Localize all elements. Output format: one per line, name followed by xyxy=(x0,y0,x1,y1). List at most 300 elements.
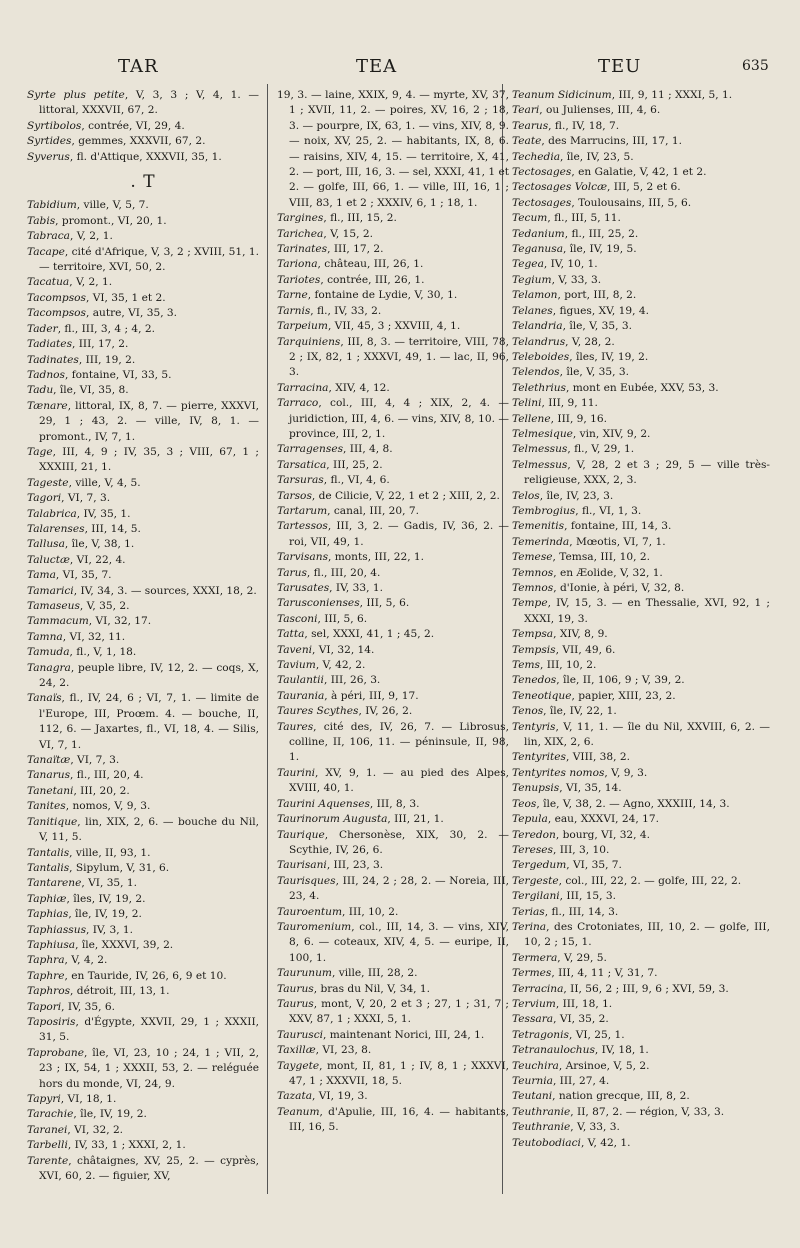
index-entry: Teurnia, III, 27, 4. xyxy=(512,1075,610,1087)
index-entry: Tedanium, fl., III, 25, 2. xyxy=(512,227,639,240)
headword: Tarinates xyxy=(277,243,328,256)
headword: Tentyris xyxy=(512,720,556,733)
headword: Temese xyxy=(512,551,553,564)
headword: Tanites xyxy=(27,800,66,813)
headword: Tentyrites nomos xyxy=(512,766,605,779)
index-entry: Terracina, II, 56, 2 ; III, 9, 6 ; XVI, 59, 3. xyxy=(512,982,729,995)
headword: Taurini Aquenses xyxy=(277,797,370,810)
index-entry: Teuthranie, V, 33, 3. xyxy=(512,1121,620,1134)
index-entry: Tanetani, III, 20, 2. xyxy=(27,784,130,797)
headword: Tauromenium xyxy=(277,920,352,933)
headword: Tarnis xyxy=(277,304,311,317)
index-entry: Tentyrites, VIII, 38, 2. xyxy=(512,751,630,764)
headword: Teneotique xyxy=(512,689,572,702)
headword: Tadnos xyxy=(27,368,65,381)
index-entry: Tereses, III, 3, 10. xyxy=(512,843,610,856)
headword: Telmessus xyxy=(512,443,568,456)
headword: Targines xyxy=(277,212,324,225)
headword: Tetragonis xyxy=(512,1028,569,1041)
index-entry: Tarpeium, VII, 45, 3 ; XXVIII, 4, 1. xyxy=(277,320,461,333)
index-entry: Teari, ou Julienses, III, 4, 6. xyxy=(512,104,661,117)
index-entry: Tantalis, Sipylum, V, 31, 6. xyxy=(27,861,170,874)
index-entry: Taures Scythes, IV, 26, 2. xyxy=(277,705,413,718)
index-entry: Syrtibolos, contrée, VI, 29, 4. xyxy=(27,119,185,132)
headword: Taurunum xyxy=(277,967,332,980)
index-entry: Tarbelli, IV, 33, 1 ; XXXI, 2, 1. xyxy=(27,1139,186,1152)
headword: Telmesique xyxy=(512,427,573,440)
index-entry: Tectosages, en Galatie, V, 42, 1 et 2. xyxy=(512,166,707,179)
headword: Telendos xyxy=(512,366,560,379)
index-entry: Taurisani, III, 23, 3. xyxy=(277,859,384,872)
index-entry: Tegea, IV, 10, 1. xyxy=(512,258,598,271)
index-entry: Telini, III, 9, 11. xyxy=(512,397,598,410)
column-divider xyxy=(267,84,268,1194)
index-entry: Telanes, figues, XV, 19, 4. xyxy=(512,304,649,317)
headword: Tanarus xyxy=(27,769,71,782)
headword: Taurisani xyxy=(277,859,327,872)
headword: Taurania xyxy=(277,689,325,702)
index-entry: Teutobodiaci, V, 42, 1. xyxy=(512,1136,631,1149)
headword: Teleboides xyxy=(512,350,570,363)
column-1-entries xyxy=(27,198,259,1184)
index-entry: Tariona, château, III, 26, 1. xyxy=(277,258,424,271)
index-entry: Tabidium, ville, V, 5, 7. xyxy=(27,199,149,212)
index-entry: Telmessus, V, 28, 2 et 3 ; 29, 5 — ville très-religieuse, XXX, 2, 3. xyxy=(512,458,770,487)
index-entry: Syrtides, gemmes, XXXVII, 67, 2. xyxy=(27,135,206,148)
headword: Tadinates xyxy=(27,353,79,366)
headword: Teredon xyxy=(512,828,556,841)
index-entry: Techedia, île, IV, 23, 5. xyxy=(512,150,634,163)
index-entry: Tenupsis, VI, 35, 14. xyxy=(512,782,622,795)
index-entry: Taphiæ, îles, IV, 19, 2. xyxy=(27,892,146,905)
index-entry: Syverus, fl. d'Attique, XXXVII, 35, 1. xyxy=(27,150,222,163)
headword: Terracina xyxy=(512,982,564,995)
headword: Teos xyxy=(512,797,537,810)
index-entry: Tempsa, XIV, 8, 9. xyxy=(512,628,608,641)
index-entry: Teleboides, îles, IV, 19, 2. xyxy=(512,350,649,363)
headword: Teganusa xyxy=(512,243,564,256)
headword: Temnos xyxy=(512,566,554,579)
index-entry: Tasconi, III, 5, 6. xyxy=(277,612,368,625)
headword: Tectosages Volcæ xyxy=(512,181,608,194)
index-entry: Taphiassus, IV, 3, 1. xyxy=(27,923,134,936)
index-entry: Temnos, en Æolide, V, 32, 1. xyxy=(512,566,663,579)
headword: Temenitis xyxy=(512,520,565,533)
header-left: TAR xyxy=(118,56,159,77)
index-entry: Terina, des Crotoniates, III, 10, 2. — golfe, III, 10, 2 ; 15, 1. xyxy=(512,920,770,949)
index-entry: Tauroentum, III, 10, 2. xyxy=(277,905,399,918)
index-entry: Tapori, IV, 35, 6. xyxy=(27,1000,115,1013)
index-entry: Taphra, V, 4, 2. xyxy=(27,954,108,967)
index-entry: Tanaïtæ, VI, 7, 3. xyxy=(27,754,120,767)
headword: Tegium xyxy=(512,273,552,286)
index-entry: 19, 3. — laine, XXIX, 9, 4. — myrte, XV, 37, 1 ; XVII, 11, 2. — poires, XV, 16, 2 ; 18, 3. — pourpre, IX, 63, 1. — vins, XIV, 8, 9. — noix, XV, 25, 2. — habitants, IX, 8, 6. — raisins, XIV, 4, 15. — territoire, X, 41, 2. — port, III, 16, 3. — sel, XXXI, 41, 1 et 2. — golfe, III, 66, 1. — ville, III, 16, 1 ; VIII, 83, 1 et 2 ; XXXIV, 6, 1 ; 18, 1. xyxy=(277,89,509,209)
headword: Tænare xyxy=(27,399,68,412)
index-entry: Teuchira, Arsinoe, V, 5, 2. xyxy=(512,1059,650,1072)
index-entry: Tazata, VI, 19, 3. xyxy=(277,1090,368,1103)
headword: Tazata xyxy=(277,1090,313,1103)
headword: Temerinda xyxy=(512,535,570,548)
headword: Tapori xyxy=(27,1000,62,1013)
index-entry: Tantarene, VI, 35, 1. xyxy=(27,877,138,890)
index-entry: Tectosages Volcæ, III, 5, 2 et 6. xyxy=(512,181,681,194)
headword: Tadu xyxy=(27,384,54,397)
headword: Tenedos xyxy=(512,674,557,687)
index-entry: Termes, III, 4, 11 ; V, 31, 7. xyxy=(512,967,658,980)
index-entry: Telamon, port, III, 8, 2. xyxy=(512,289,637,302)
headword: Tarquiniens xyxy=(277,335,341,348)
index-entry: Tepula, eau, XXXVI, 24, 17. xyxy=(512,813,659,826)
headword: Tergedum xyxy=(512,859,567,872)
index-entry: Tervium, III, 18, 1. xyxy=(512,997,613,1010)
headword: Tempe xyxy=(512,597,548,610)
index-entry: Tarsos, de Cilicie, V, 22, 1 et 2 ; XIII, 2, 2. xyxy=(277,489,500,502)
index-entry: Tems, III, 10, 2. xyxy=(512,659,597,672)
index-entry: Taposiris, d'Égypte, XXVII, 29, 1 ; XXXII, 31, 5. xyxy=(27,1015,259,1044)
headword: Teanum Sidicinum xyxy=(512,89,612,101)
index-entry: Teredon, bourg, VI, 32, 4. xyxy=(512,828,651,841)
headword: Tallusa xyxy=(27,538,65,551)
index-entry: Telandrus, V, 28, 2. xyxy=(512,335,615,348)
index-entry: Tessara, VI, 35, 2. xyxy=(512,1013,609,1026)
headword: Taygete xyxy=(277,1059,320,1072)
index-entry: Tarne, fontaine de Lydie, V, 30, 1. xyxy=(277,289,458,302)
headword: Tarichea xyxy=(277,227,324,240)
headword: Talarenses xyxy=(27,522,85,535)
headword: Tagori xyxy=(27,492,62,505)
index-entry: Tadu, île, VI, 35, 8. xyxy=(27,384,129,397)
index-entry: Tarracina, XIV, 4, 12. xyxy=(277,381,390,394)
index-entry: Tarusconienses, III, 5, 6. xyxy=(277,597,410,610)
index-entry: Telandria, île, V, 35, 3. xyxy=(512,320,632,333)
index-entry: Tacape, cité d'Afrique, V, 3, 2 ; XVIII, 51, 1. — territoire, XVI, 50, 2. xyxy=(27,245,259,274)
headword: Taurus xyxy=(277,997,314,1010)
index-entry: Taurania, à péri, III, 9, 17. xyxy=(277,689,419,702)
index-entry: Teanum, d'Apulie, III, 16, 4. — habitants, III, 16, 5. xyxy=(277,1105,509,1134)
headword: Tamaseus xyxy=(27,600,80,612)
index-entry: Tartessos, III, 3, 2. — Gadis, IV, 36, 2. — roi, VII, 49, 1. xyxy=(277,520,509,548)
index-entry: Temenitis, fontaine, III, 14, 3. xyxy=(512,520,672,533)
headword: Tems xyxy=(512,659,540,672)
headword: Tage xyxy=(27,445,53,458)
index-entry: Tempsis, VII, 49, 6. xyxy=(512,643,616,656)
index-entry: Tectosages, Toulousains, III, 5, 6. xyxy=(512,196,692,209)
index-entry: Tadnos, fontaine, VI, 33, 5. xyxy=(27,368,172,381)
index-entry: Tarraco, col., III, 4, 4 ; XIX, 2, 4. — juridiction, III, 4, 6. — vins, XIV, 8, 10. — province, III, 2, 1. xyxy=(277,397,509,440)
headword: Tanaïtæ xyxy=(27,754,71,767)
headword: Taphiassus xyxy=(27,923,86,936)
headword: Tarragenses xyxy=(277,443,344,456)
index-entry: Tadiates, III, 17, 2. xyxy=(27,338,129,351)
headword: Tantalis xyxy=(27,846,70,859)
index-entry: Tarachie, île, IV, 19, 2. xyxy=(27,1108,147,1121)
headword: Tearus xyxy=(512,119,549,132)
headword: Teanum xyxy=(277,1105,320,1118)
index-entry: Tarragenses, III, 4, 8. xyxy=(277,443,393,456)
headword: Taurus xyxy=(277,982,314,995)
index-entry: Termera, V, 29, 5. xyxy=(512,951,607,964)
headword: Tedanium xyxy=(512,227,565,240)
headword: Tarusates xyxy=(277,582,330,594)
column-1-continuation xyxy=(27,88,259,165)
headword: Terina xyxy=(512,920,547,933)
headword: Tacompsos xyxy=(27,307,86,320)
header-right: TEU xyxy=(598,56,642,77)
headword: Teari xyxy=(512,104,540,117)
index-entry: Tergedum, VI, 35, 7. xyxy=(512,859,622,872)
index-entry: Temese, Temsa, III, 10, 2. xyxy=(512,551,650,564)
index-entry: Tamaseus, V, 35, 2. xyxy=(27,600,130,612)
index-entry: Tagori, VI, 7, 3. xyxy=(27,492,111,505)
index-entry: Tader, fl., III, 3, 4 ; 4, 2. xyxy=(27,322,155,335)
index-entry: Tanites, nomos, V, 9, 3. xyxy=(27,800,151,813)
index-entry: Taphre, en Tauride, IV, 26, 6, 9 et 10. xyxy=(27,969,227,982)
headword: Tergeste xyxy=(512,874,559,887)
headword: Telandria xyxy=(512,320,563,333)
headword: Syrtides xyxy=(27,135,72,148)
index-entry: Syrte plus petite, V, 3, 3 ; V, 4, 1. — littoral, XXXVII, 67, 2. xyxy=(27,89,259,117)
index-entry: Taygete, mont, II, 81, 1 ; IV, 8, 1 ; XXXVI, 47, 1 ; XXXVII, 18, 5. xyxy=(277,1059,509,1087)
index-entry: Tarichea, V, 15, 2. xyxy=(277,227,373,240)
headword: Tarsos xyxy=(277,489,312,502)
headword: Tanetani xyxy=(27,784,74,797)
index-entry: Tageste, ville, V, 4, 5. xyxy=(27,476,141,489)
column-2 xyxy=(277,88,509,1198)
index-entry: Tacompsos, VI, 35, 1 et 2. xyxy=(27,291,166,304)
index-entry: Tamuda, fl., V, 1, 18. xyxy=(27,646,137,659)
index-entry: Taurisques, III, 24, 2 ; 28, 2. — Noreia, III, 23, 4. xyxy=(277,874,509,903)
headword: Tabidium xyxy=(27,199,77,212)
headword: Tanitique xyxy=(27,815,78,828)
headword: Tarraco xyxy=(277,397,319,410)
headword: Tarusconienses xyxy=(277,597,360,610)
index-entry: Tauromenium, col., III, 14, 3. — vins, XIV, 8, 6. — coteaux, XIV, 4, 5. — euripe, II, 100, 1. xyxy=(277,920,509,964)
headword: Tabis xyxy=(27,214,56,227)
index-entry: Taphiusa, île, XXXVI, 39, 2. xyxy=(27,938,174,951)
header-center: TEA xyxy=(356,56,398,77)
index-entry: Tama, VI, 35, 7. xyxy=(27,569,112,582)
index-entry: Taprobane, île, VI, 23, 10 ; 24, 1 ; VII, 2, 23 ; IX, 54, 1 ; XXXII, 53, 2. — reléguée hors du monde, VI, 24, 9. xyxy=(27,1046,259,1090)
index-entry: Tarus, fl., III, 20, 4. xyxy=(277,566,381,579)
headword: Taurique xyxy=(277,828,325,841)
index-entry: Taurinorum Augusta, III, 21, 1. xyxy=(277,813,444,826)
index-entry: Tarvisans, monts, III, 22, 1. xyxy=(277,551,425,564)
index-entry: Teanum Sidicinum, III, 9, 11 ; XXXI, 5, 1. xyxy=(512,89,733,101)
index-entry: Tatta, sel, XXXI, 41, 1 ; 45, 2. xyxy=(277,628,435,641)
index-entry: Tentyris, V, 11, 1. — île du Nil, XXVIII, 6, 2. — lin, XIX, 2, 6. xyxy=(512,720,770,749)
headword: Tageste xyxy=(27,476,69,489)
index-entry: Taphias, île, IV, 19, 2. xyxy=(27,908,142,921)
headword: Tarachie xyxy=(27,1108,74,1121)
headword: Terias xyxy=(512,905,545,918)
index-entry: Taveni, VI, 32, 14. xyxy=(277,643,375,656)
index-entry: Taluctæ, VI, 22, 4. xyxy=(27,553,126,566)
index-entry: Tanaïs, fl., IV, 24, 6 ; VI, 7, 1. — limite de l'Europe, III, Proœm. 4. — bouche, II, 112, 6. — Jaxartes, fl., VI, 18, 4. — Silis, VI, 7, 1. xyxy=(27,692,259,751)
index-entry: Telendos, île, V, 35, 3. xyxy=(512,366,629,379)
index-entry: Taurunum, ville, III, 28, 2. xyxy=(277,967,418,980)
index-entry: Taphros, détroit, III, 13, 1. xyxy=(27,985,170,998)
headword: Teate xyxy=(512,135,542,148)
headword: Tarente xyxy=(27,1154,69,1167)
index-entry: Tarquiniens, III, 8, 3. — territoire, VIII, 78, 2 ; IX, 82, 1 ; XXXVI, 49, 1. — lac, II, 96, 3. xyxy=(277,335,509,379)
index-entry: Teuthranie, II, 87, 2. — région, V, 33, 3. xyxy=(512,1105,725,1118)
index-entry: Taranei, VI, 32, 2. xyxy=(27,1123,124,1136)
headword: Teuthranie xyxy=(512,1105,571,1118)
headword: Tadiates xyxy=(27,338,73,351)
headword: Tervium xyxy=(512,997,556,1010)
headword: Tacape xyxy=(27,245,65,258)
headword: Taurisques xyxy=(277,874,336,887)
headword: Tarsatica xyxy=(277,458,327,471)
headword: Tamna xyxy=(27,630,63,643)
headword: Tenupsis xyxy=(512,782,560,795)
headword: Tectosages xyxy=(512,166,572,179)
index-entry: Taurique, Chersonèse, XIX, 30, 2. — Scythie, IV, 26, 6. xyxy=(277,828,509,856)
headword: Tartessos xyxy=(277,520,328,533)
headword: Taranei xyxy=(27,1123,68,1136)
headword: Tessara xyxy=(512,1013,554,1026)
index-entry: Tenedos, île, II, 106, 9 ; V, 39, 2. xyxy=(512,674,685,687)
headword: Telini xyxy=(512,397,542,410)
page-number: 635 xyxy=(742,58,769,74)
headword: Tarpeium xyxy=(277,320,328,333)
index-entry: Temerinda, Mœotis, VI, 7, 1. xyxy=(512,535,666,548)
headword: Taures xyxy=(277,720,314,733)
headword: Tapyri xyxy=(27,1093,61,1105)
headword: Tempsis xyxy=(512,643,556,656)
headword: Tarbelli xyxy=(27,1139,68,1152)
index-entry: Telmesique, vin, XIV, 9, 2. xyxy=(512,427,651,440)
headword: Telmessus xyxy=(512,458,568,471)
headword: Teuthranie xyxy=(512,1121,571,1134)
headword: Tellene xyxy=(512,412,551,425)
headword: Termera xyxy=(512,951,558,964)
headword: Teurnia xyxy=(512,1075,553,1087)
index-entry: Tanagra, peuple libre, IV, 12, 2. — coqs, X, 24, 2. xyxy=(27,661,259,690)
index-entry: Tabis, promont., VI, 20, 1. xyxy=(27,214,167,227)
index-entry: Talabrica, IV, 35, 1. xyxy=(27,507,131,520)
index-entry: Tantalis, ville, II, 93, 1. xyxy=(27,846,151,859)
headword: Tembrogius xyxy=(512,504,576,517)
headword: Tanagra xyxy=(27,661,71,674)
headword: Syrte plus petite xyxy=(27,89,125,101)
index-entry: Tanitique, lin, XIX, 2, 6. — bouche du Nil, V, 11, 5. xyxy=(27,815,259,844)
index-entry: Tage, III, 4, 9 ; IV, 35, 3 ; VIII, 67, 1 ; XXXIII, 21, 1. xyxy=(27,445,259,474)
index-entry: Taurus, bras du Nil, V, 34, 1. xyxy=(277,982,431,995)
index-entry: Tabraca, V, 2, 1. xyxy=(27,230,113,243)
headword: Tariotes xyxy=(277,273,321,286)
headword: Tabraca xyxy=(27,230,70,243)
index-entry: Tavium, V, 42, 2. xyxy=(277,659,366,672)
index-entry: Temnos, d'Ionie, à péri, V, 32, 8. xyxy=(512,582,685,594)
headword: Tereses xyxy=(512,843,553,856)
headword: Taurini xyxy=(277,766,316,779)
headword: Telos xyxy=(512,489,540,502)
index-entry: Tembrogius, fl., VI, 1, 3. xyxy=(512,504,642,517)
headword: Taphiusa xyxy=(27,938,76,951)
index-entry: Tariotes, contrée, III, 26, 1. xyxy=(277,273,425,286)
headword: Temnos xyxy=(512,582,554,594)
column-3 xyxy=(512,88,770,1198)
index-entry: Teate, des Marrucins, III, 17, 1. xyxy=(512,135,682,148)
headword: Tecum xyxy=(512,212,548,225)
index-entry: Telos, île, IV, 23, 3. xyxy=(512,489,614,502)
headword: Teuchira xyxy=(512,1059,559,1072)
headword: Tentyrites xyxy=(512,751,566,764)
headword: Teutani xyxy=(512,1090,553,1103)
index-entry: Tegium, V, 33, 3. xyxy=(512,273,602,286)
index-entry: Tenos, île, IV, 22, 1. xyxy=(512,705,617,718)
headword: Taurusci xyxy=(277,1028,324,1041)
index-entry: Tallusa, île, V, 38, 1. xyxy=(27,538,135,551)
headword: Telanes xyxy=(512,304,553,317)
headword: Tacatua xyxy=(27,276,70,289)
index-entry: Teneotique, papier, XIII, 23, 2. xyxy=(512,689,676,702)
index-entry: Tarsatica, III, 25, 2. xyxy=(277,458,383,471)
index-entry: Tamarici, IV, 34, 3. — sources, XXXI, 18, 2. xyxy=(27,584,257,597)
index-entry: Tempe, IV, 15, 3. — en Thessalie, XVI, 92, 1 ; XXXI, 19, 3. xyxy=(512,597,770,625)
headword: Tantalis xyxy=(27,861,70,874)
index-entry: Tellene, III, 9, 16. xyxy=(512,412,608,425)
headword: Taxillæ xyxy=(277,1044,316,1057)
headword: Tarsuras xyxy=(277,474,324,487)
running-header xyxy=(0,56,800,80)
index-entry: Teutani, nation grecque, III, 8, 2. xyxy=(512,1090,690,1103)
headword: Teutobodiaci xyxy=(512,1136,581,1149)
headword: Taphra xyxy=(27,954,65,967)
index-entry: Tadinates, III, 19, 2. xyxy=(27,353,136,366)
headword: Tacompsos xyxy=(27,291,86,304)
index-entry: Targines, fl., III, 15, 2. xyxy=(277,212,397,225)
headword: Taphre xyxy=(27,969,65,982)
headword: Tasconi xyxy=(277,612,318,625)
index-entry: Tergeste, col., III, 22, 2. — golfe, III, 22, 2. xyxy=(512,874,742,887)
index-entry: Taures, cité des, IV, 26, 7. — Librosus, colline, II, 106, 11. — péninsule, II, 98, 1. xyxy=(277,720,509,764)
index-entry: Tarsuras, fl., VI, 4, 6. xyxy=(277,474,390,487)
headword: Tauroentum xyxy=(277,905,343,918)
headword: Telamon xyxy=(512,289,558,302)
index-entry: Tænare, littoral, IX, 8, 7. — pierre, XXXVI, 29, 1 ; 43, 2. — ville, IV, 8, 1. — promont., IV, 7, 1. xyxy=(27,399,259,443)
index-entry: Terias, fl., III, 14, 3. xyxy=(512,905,619,918)
headword: Taures Scythes xyxy=(277,705,359,718)
headword: Tenos xyxy=(512,705,544,718)
index-entry: Tacatua, V, 2, 1. xyxy=(27,276,113,289)
headword: Taulantii xyxy=(277,674,324,687)
headword: Tetranaulochus xyxy=(512,1044,595,1057)
index-entry: Tarnis, fl., IV, 33, 2. xyxy=(277,304,382,317)
headword: Syverus xyxy=(27,150,70,163)
index-entry: Tecum, fl., III, 5, 11. xyxy=(512,212,621,225)
column-1 xyxy=(27,88,259,1198)
index-entry: Taurus, mont, V, 20, 2 et 3 ; 27, 1 ; 31, 7 ; XXV, 87, 1 ; XXXI, 5, 1. xyxy=(277,997,509,1026)
headword: Taposiris xyxy=(27,1015,76,1028)
headword: Telethrius xyxy=(512,381,566,394)
index-entry: Tetranaulochus, IV, 18, 1. xyxy=(512,1044,649,1057)
headword: Taphros xyxy=(27,985,71,998)
index-entry: Tentyrites nomos, V, 9, 3. xyxy=(512,766,648,779)
headword: Taprobane xyxy=(27,1046,84,1059)
headword: Tempsa xyxy=(512,628,554,641)
headword: Tariona xyxy=(277,258,318,271)
headword: Taluctæ xyxy=(27,553,70,566)
headword: Tavium xyxy=(277,659,316,672)
headword: Taphias xyxy=(27,908,69,921)
headword: Tegea xyxy=(512,258,544,271)
headword: Tarne xyxy=(277,289,308,302)
headword: Syrtibolos xyxy=(27,119,82,132)
headword: Termes xyxy=(512,967,552,980)
index-entry: Taulantii, III, 26, 3. xyxy=(277,674,381,687)
